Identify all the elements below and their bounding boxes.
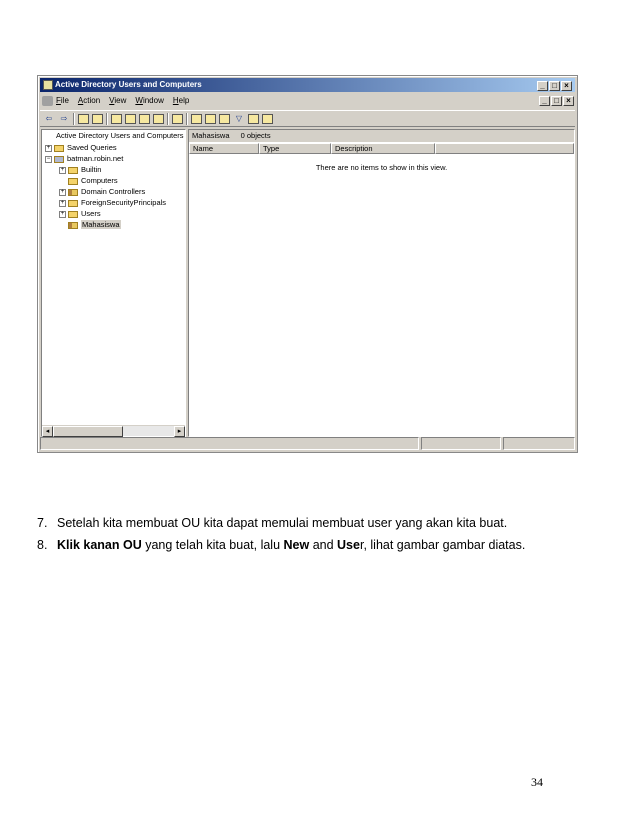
delete-icon[interactable] — [111, 114, 122, 124]
up-folder-icon[interactable] — [78, 114, 89, 124]
bold-text: New — [283, 538, 310, 552]
ou-folder-icon — [68, 222, 78, 229]
column-description[interactable]: Description — [331, 143, 435, 154]
add-to-group-icon[interactable] — [262, 114, 273, 124]
console-icon — [42, 96, 53, 106]
tree-root-label: Active Directory Users and Computers — [56, 131, 184, 140]
tree-item-mahasiswa[interactable]: Mahasiswa — [68, 219, 121, 230]
tree-item-computers[interactable]: Computers — [68, 175, 118, 186]
toolbar-separator — [167, 113, 169, 125]
aduc-window — [37, 75, 578, 453]
menu-window[interactable]: Window — [135, 96, 164, 105]
properties-icon[interactable] — [125, 114, 136, 124]
find-icon[interactable] — [248, 114, 259, 124]
window-controls — [537, 81, 572, 91]
help-icon[interactable] — [172, 114, 183, 124]
scroll-left-icon[interactable]: ◂ — [42, 426, 53, 437]
window-title: Active Directory Users and Computers — [55, 80, 202, 89]
domain-icon — [54, 156, 64, 163]
container-name: Mahasiswa — [192, 131, 230, 140]
expand-icon[interactable]: + — [60, 210, 65, 217]
close-button[interactable]: × — [561, 81, 572, 91]
toolbar-separator — [73, 113, 75, 125]
folder-icon — [68, 178, 78, 185]
column-name[interactable]: Name — [189, 143, 259, 154]
menu-help[interactable]: Help — [172, 96, 190, 105]
tree-item-builtin[interactable]: + Builtin — [60, 165, 102, 174]
expand-icon[interactable]: + — [60, 199, 65, 206]
refresh-icon[interactable] — [139, 114, 150, 124]
title-bar — [40, 78, 575, 92]
item-text: yang telah kita buat, lalu — [141, 538, 284, 552]
new-group-icon[interactable] — [205, 114, 216, 124]
export-list-icon[interactable] — [153, 114, 164, 124]
menu-action[interactable]: Action — [77, 96, 101, 105]
status-panel-3 — [503, 437, 575, 450]
folder-icon — [54, 145, 64, 152]
child-window-controls — [539, 96, 574, 106]
bold-text: Use — [337, 538, 360, 552]
status-panel-main — [40, 437, 419, 450]
scroll-thumb[interactable] — [53, 426, 123, 437]
empty-message: There are no items to show in this view. — [315, 163, 448, 172]
tree-item-users[interactable]: + Users — [60, 209, 101, 218]
list-item-7 — [37, 512, 557, 534]
column-type[interactable]: Type — [259, 143, 331, 154]
collapse-icon[interactable]: − — [46, 155, 51, 162]
tree-root[interactable] — [42, 130, 185, 142]
toolbar-separator — [186, 113, 188, 125]
tree-horizontal-scrollbar[interactable] — [42, 425, 185, 436]
list-item-8 — [37, 534, 557, 556]
minimize-button[interactable]: _ — [537, 81, 548, 91]
app-icon — [43, 80, 53, 90]
tree-item-domain-controllers[interactable]: + Domain Controllers — [60, 187, 146, 196]
expand-icon[interactable]: + — [60, 188, 65, 195]
object-count: 0 objects — [240, 131, 271, 140]
tree-item-domain[interactable]: − batman.robin.net — [46, 154, 124, 163]
scroll-right-icon[interactable]: ▸ — [174, 426, 185, 437]
menu-file[interactable]: File — [56, 96, 69, 105]
item-number: 8. — [37, 538, 48, 552]
child-close-button[interactable]: × — [563, 96, 574, 106]
expand-icon[interactable]: + — [46, 144, 51, 151]
filter-icon[interactable]: ▽ — [235, 114, 243, 123]
detail-header — [189, 130, 574, 142]
menu-view[interactable]: View — [109, 96, 127, 105]
folder-icon — [68, 167, 78, 174]
show-tree-icon[interactable] — [92, 114, 103, 124]
forward-arrow-icon[interactable]: ⇨ — [60, 114, 68, 123]
bold-text: Klik kanan OU — [57, 538, 142, 552]
item-text: and — [309, 538, 338, 552]
item-text: Setelah kita membuat OU kita dapat memulai membuat user yang akan kita buat. — [57, 516, 508, 530]
child-minimize-button[interactable]: _ — [539, 96, 550, 106]
new-ou-icon[interactable] — [219, 114, 230, 124]
tree-item-saved-queries[interactable]: + Saved Queries — [46, 143, 117, 152]
column-filler — [435, 143, 574, 154]
item-number: 7. — [37, 516, 48, 530]
status-panel-2 — [421, 437, 501, 450]
folder-icon — [68, 211, 78, 218]
expand-icon[interactable]: + — [60, 166, 65, 173]
item-text: r, lihat gambar gambar diatas. — [359, 538, 526, 552]
ou-folder-icon — [68, 189, 78, 196]
status-bar — [40, 437, 575, 450]
back-arrow-icon[interactable]: ⇦ — [45, 114, 53, 123]
menu-bar — [40, 93, 575, 109]
tree-item-foreign-security[interactable]: + ForeignSecurityPrincipals — [60, 198, 167, 207]
maximize-button[interactable]: □ — [549, 81, 560, 91]
toolbar-separator — [106, 113, 108, 125]
child-restore-button[interactable]: □ — [551, 96, 562, 106]
column-headers — [189, 143, 574, 154]
folder-icon — [68, 200, 78, 207]
detail-pane[interactable] — [188, 129, 575, 437]
tree-pane[interactable] — [41, 129, 186, 437]
instructions-list — [37, 512, 557, 556]
toolbar — [40, 110, 575, 127]
page-number: 34 — [531, 775, 543, 789]
new-user-icon[interactable] — [191, 114, 202, 124]
